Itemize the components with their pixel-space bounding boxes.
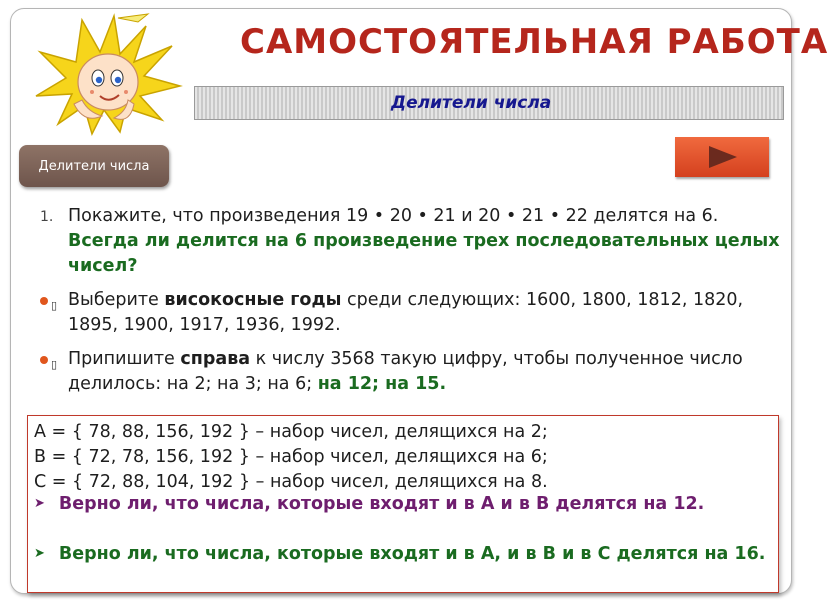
banner-title: Делители числа [391, 93, 552, 113]
bullet-box-icon: ▯ [51, 299, 58, 312]
page-title: САМОСТОЯТЕЛЬНАЯ РАБОТА [240, 22, 828, 62]
task-3-text-after: к числу 3568 такую цифру, чтобы полученное число делилось: на 2; на 3; на 6; [68, 349, 743, 394]
question-2 [34, 542, 769, 568]
set-c: С = { 72, 88, 104, 192 } – набор чисел, делящихся на 8. [34, 472, 548, 492]
task-number: 1. [40, 209, 54, 225]
next-slide-button[interactable] [675, 137, 769, 177]
question-1-text: Верно ли, что числа, которые входят и в А и в В делятся на 12. [58, 494, 705, 514]
set-a: А = { 78, 88, 156, 192 } – набор чисел, делящихся на 2; [34, 422, 548, 442]
topic-banner [194, 86, 784, 120]
sets-box [27, 415, 779, 593]
task-2-bold: високосные годы [164, 290, 342, 310]
task-2-text-after: среди следующих: 1600, 1800, 1812, 1820, 1895, 1900, 1917, 1936, 1992. [68, 290, 744, 335]
task-3-text-before: Припишите [68, 349, 175, 369]
bullet-box-icon: ▯ [51, 358, 58, 371]
task-1 [38, 204, 783, 279]
bullet-dot-icon [40, 356, 48, 364]
task-2-text-before: Выберите [68, 290, 159, 310]
sets-list [34, 420, 548, 495]
task-list [38, 204, 783, 406]
sun-mascot-image [22, 12, 187, 137]
task-3 [38, 347, 783, 397]
task-1-text: Покажите, что произведения 19 • 20 • 21 и 20 • 21 • 22 делятся на 6. [68, 206, 719, 226]
play-triangle-icon [709, 146, 737, 168]
task-2 [38, 288, 783, 338]
set-b: В = { 72, 78, 156, 192 } – набор чисел, делящихся на 6; [34, 447, 548, 467]
question-2-text: Верно ли, что числа, которые входят и в А, и в В и в С делятся на 16. [58, 544, 766, 564]
arrow-bullet-icon: ➤ [34, 496, 45, 511]
task-1-question: Всегда ли делится на 6 произведение трех последовательных целых чисел? [68, 231, 780, 276]
topic-nav-button[interactable]: Делители числа [19, 145, 169, 187]
question-1 [34, 492, 769, 518]
task-3-bold: справа [180, 349, 251, 369]
task-3-green: на 12; на 15. [317, 374, 447, 394]
arrow-bullet-icon: ➤ [34, 546, 45, 561]
bullet-dot-icon [40, 297, 48, 305]
